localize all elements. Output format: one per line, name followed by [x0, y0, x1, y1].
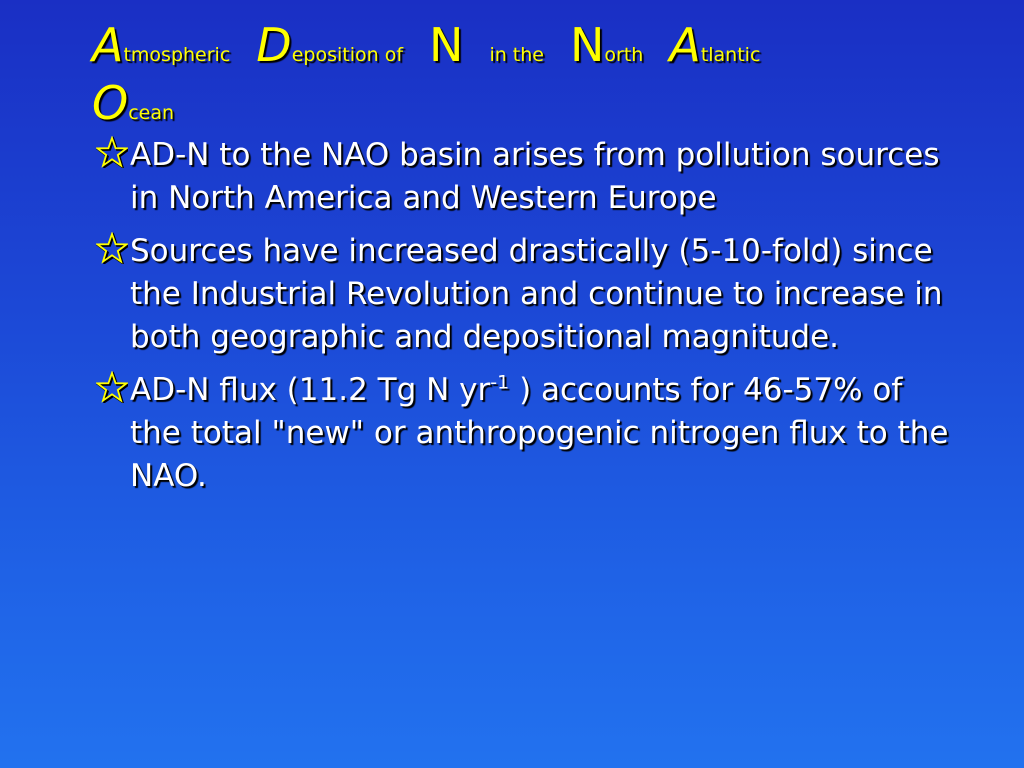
title-initial: A	[669, 18, 701, 72]
title-initial: N	[569, 18, 605, 72]
bullet-text: AD-N to the NAO basin arises from pollution sources in North America and Western Europe	[130, 137, 940, 216]
star-outline-icon	[96, 232, 128, 264]
bullet-text: Sources have increased drastically (5-10-fold) since the Industrial Revolution and continue to increase in both geographic and depositional magnitude.	[130, 233, 943, 355]
title-word-ocean	[92, 76, 175, 130]
title-word-rest: tlantic	[700, 44, 761, 66]
title-word-rest: eposition of	[291, 44, 404, 66]
bullet-list	[96, 134, 956, 508]
title-word-rest: in the	[489, 44, 544, 66]
title-initial: A	[92, 18, 124, 72]
title-word-rest: tmospheric	[123, 44, 231, 66]
bullet-text: AD-N flux (11.2 Tg N yr	[130, 372, 491, 408]
title-word-rest: orth	[604, 44, 644, 66]
bullet-item	[96, 134, 956, 220]
slide-title-line-1	[92, 8, 992, 72]
bullet-item	[96, 230, 956, 359]
star-outline-icon	[96, 371, 128, 403]
title-word-rest: cean	[128, 102, 175, 124]
title-word-atlantic	[669, 18, 761, 72]
title-initial: O	[92, 76, 129, 130]
title-word-in-the	[489, 46, 544, 68]
slide-title	[92, 8, 992, 130]
title-word-atmospheric	[92, 18, 231, 72]
slide-title-line-2	[92, 76, 992, 130]
title-word-deposition	[256, 18, 404, 72]
title-initial: N	[429, 18, 464, 72]
title-word-north	[569, 18, 644, 72]
bullet-superscript: -1	[490, 371, 510, 394]
title-word-n	[429, 18, 464, 72]
title-initial: D	[256, 18, 292, 72]
bullet-text: ) accounts for 46-57% of the total "new" or anthropogenic nitrogen flux to the NAO.	[130, 372, 949, 494]
bullet-item	[96, 369, 956, 498]
star-outline-icon	[96, 136, 128, 168]
